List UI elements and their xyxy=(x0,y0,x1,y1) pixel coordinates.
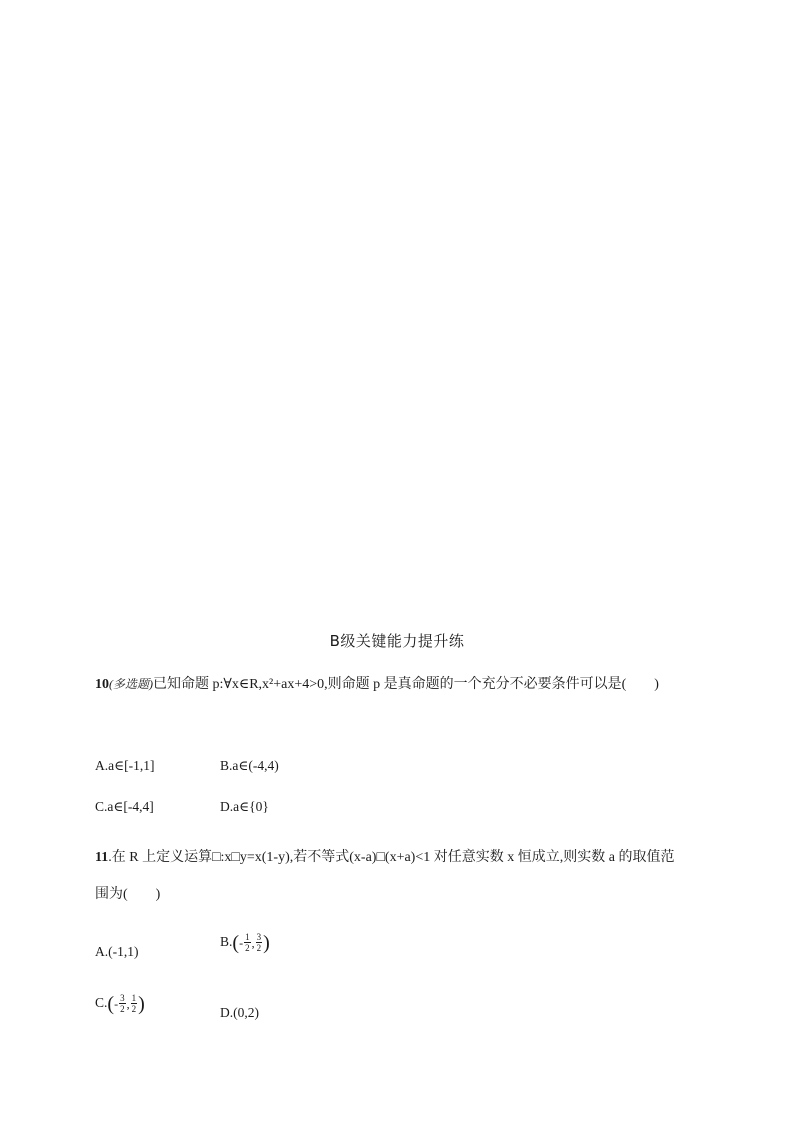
minus-sign: - xyxy=(114,996,119,1011)
option-b[interactable]: B.a∈(-4,4) xyxy=(220,758,279,773)
minus-sign: - xyxy=(239,935,244,950)
question-stem-line1: .在 R 上定义运算□:x□y=x(1-y),若不等式(x-a)□(x+a)<1 对任意实数 x 恒成立,则实数 a 的取值范 xyxy=(108,850,675,865)
section-title: B级关键能力提升练 xyxy=(329,632,465,650)
option-label: C. xyxy=(95,995,108,1010)
option-c[interactable]: C.a∈[-4,4] xyxy=(95,799,154,814)
option-c[interactable] xyxy=(95,993,145,1014)
fraction: $\frac{3}{2}$ xyxy=(256,932,262,954)
fraction: $\frac{1}{2}$ xyxy=(245,932,250,954)
right-paren: ) xyxy=(138,992,145,1015)
question-stem: 已知命题 p:∀x∈R,x²+ax+4>0,则命题 p 是真命题的一个充分不必要条件可以是( ) xyxy=(153,677,659,692)
left-paren: ( xyxy=(232,931,240,954)
fraction: $\frac{1}{2}$ xyxy=(131,993,137,1015)
option-label: B. xyxy=(220,934,233,949)
comma: , xyxy=(126,996,130,1011)
left-paren: ( xyxy=(107,992,115,1015)
question-number: 10 xyxy=(95,677,109,692)
question-stem-line2: 围为( ) xyxy=(95,887,161,902)
option-a[interactable]: A.(-1,1) xyxy=(95,944,139,959)
option-b[interactable] xyxy=(220,932,270,953)
option-d[interactable]: D.(0,2) xyxy=(220,1005,259,1020)
fraction: $\frac{3}{2}$ xyxy=(120,993,125,1015)
option-a[interactable]: A.a∈[-1,1] xyxy=(95,758,155,773)
question-11 xyxy=(95,848,674,868)
right-paren: ) xyxy=(263,931,270,954)
comma: , xyxy=(251,935,255,950)
option-d[interactable]: D.a∈{0} xyxy=(220,799,269,814)
question-10 xyxy=(95,674,659,695)
question-tag: (多选题) xyxy=(109,677,153,691)
question-number: 11 xyxy=(95,850,109,865)
